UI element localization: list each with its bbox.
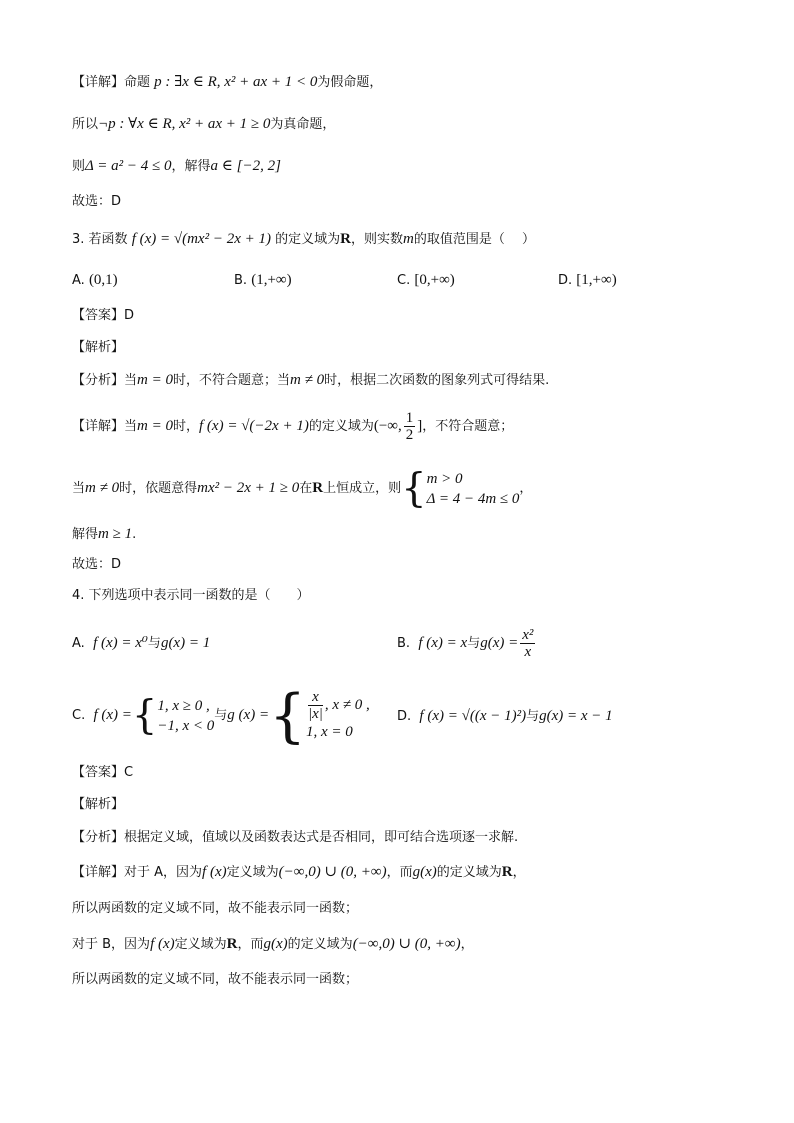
option-c bbox=[397, 270, 455, 291]
text: 时，依题意得 bbox=[119, 481, 198, 496]
option-c bbox=[72, 683, 370, 748]
answer-value: D bbox=[124, 308, 135, 323]
math-symbol: R bbox=[340, 231, 351, 247]
option-d bbox=[397, 706, 613, 727]
option-value: (1,+∞) bbox=[251, 272, 292, 288]
text: ， bbox=[519, 481, 533, 496]
interval-left: (−∞, bbox=[373, 418, 402, 434]
text: 定义域为 bbox=[174, 937, 227, 952]
math-symbol: R bbox=[312, 480, 324, 496]
math-expression: f (x) bbox=[202, 864, 227, 880]
detail-line: 所以两函数的定义域不同，故不能表示同一函数； bbox=[72, 901, 359, 916]
detail-line bbox=[72, 466, 532, 511]
detail-line bbox=[72, 934, 474, 955]
section-tag: 【分析】 bbox=[72, 830, 125, 845]
analysis-heading: 【解析】 bbox=[72, 797, 125, 812]
text: 则 bbox=[72, 159, 86, 174]
section-tag: 【答案】 bbox=[72, 308, 125, 323]
math-expression: m ≥ 1 bbox=[98, 526, 133, 542]
text: 在 bbox=[299, 481, 313, 496]
text: ，解得 bbox=[171, 159, 211, 174]
option-b bbox=[397, 624, 537, 663]
text: 与 bbox=[214, 708, 228, 723]
math-expression: Δ = a² − 4 ≤ 0 bbox=[85, 158, 172, 174]
math-symbol: R bbox=[501, 864, 513, 880]
denominator: 2 bbox=[405, 427, 414, 443]
math-symbol: R bbox=[226, 936, 238, 952]
text: ，则实数 bbox=[351, 232, 404, 247]
option-value: [0,+∞) bbox=[414, 272, 455, 288]
section-tag: 【详解】 bbox=[72, 419, 125, 434]
fraction bbox=[404, 410, 416, 443]
text: 与 bbox=[467, 636, 481, 651]
text: 命题 bbox=[124, 75, 151, 90]
text: 为真命题， bbox=[270, 117, 336, 132]
text: 时，不符合题意；当 bbox=[173, 373, 291, 388]
math-expression: g(x) bbox=[412, 864, 437, 880]
numerator: 1 bbox=[405, 410, 414, 426]
text: 的定义域为 bbox=[287, 937, 353, 952]
fraction bbox=[520, 627, 535, 660]
option-label: A. bbox=[72, 636, 85, 651]
option-a bbox=[72, 633, 210, 654]
section-tag: 【答案】 bbox=[72, 765, 125, 780]
math-expression: f (x) = x bbox=[418, 635, 468, 651]
text: 与 bbox=[147, 636, 161, 651]
math-expression: f (x) = bbox=[93, 707, 132, 723]
detail-line bbox=[72, 408, 513, 445]
section-tag: 【详解】 bbox=[72, 865, 125, 880]
option-label: A. bbox=[72, 273, 85, 288]
numerator: x² bbox=[522, 627, 534, 643]
piece-row: 1, x ≥ 0 , bbox=[157, 697, 210, 714]
text: 上恒成立，则 bbox=[323, 481, 402, 496]
interval-right: ] bbox=[417, 418, 423, 434]
piece-row: −1, x < 0 bbox=[157, 717, 215, 734]
option-label: D. bbox=[397, 709, 412, 724]
math-expression: f (x) = √(mx² − 2x + 1) bbox=[131, 231, 271, 247]
math-expression: m ≠ 0 bbox=[85, 480, 120, 496]
piece-row bbox=[306, 689, 370, 722]
math-expression: (−∞,0) ∪ (0, +∞) bbox=[352, 936, 461, 952]
numerator: x bbox=[308, 689, 323, 706]
left-brace: { bbox=[269, 681, 306, 750]
system-row: m > 0 bbox=[426, 470, 463, 487]
math-expression: m = 0 bbox=[137, 418, 173, 434]
math-expression: f (x) bbox=[150, 936, 175, 952]
math-expression: f (x) = x⁰ bbox=[93, 635, 148, 651]
option-value: [1,+∞) bbox=[576, 272, 617, 288]
math-expression: f (x) = √((x − 1)²) bbox=[419, 708, 527, 724]
detail-line bbox=[72, 524, 136, 545]
math-expression: a ∈ [−2, 2] bbox=[210, 158, 281, 174]
text: 的定义域为 bbox=[308, 419, 374, 434]
detail-line bbox=[72, 862, 526, 883]
option-value: (0,1) bbox=[88, 272, 118, 288]
option-a bbox=[72, 270, 118, 291]
option-d bbox=[558, 270, 617, 291]
option-label: B. bbox=[234, 273, 248, 288]
system-row: Δ = 4 − 4m ≤ 0 bbox=[426, 490, 520, 507]
text: 对于 A，因为 bbox=[124, 865, 203, 880]
fraction bbox=[308, 689, 323, 722]
text: 为假命题， bbox=[317, 75, 383, 90]
math-expression: p : ∃x ∈ R, x² + ax + 1 < 0 bbox=[154, 74, 318, 90]
text: ，不符合题意； bbox=[422, 419, 514, 434]
question-3 bbox=[72, 229, 535, 250]
left-brace: { bbox=[131, 692, 158, 739]
answer-line: 故选：D bbox=[72, 194, 122, 209]
analysis-line bbox=[72, 370, 549, 391]
math-expression: g(x) bbox=[263, 936, 288, 952]
text: ，而 bbox=[386, 865, 413, 880]
answer-value: C bbox=[124, 765, 134, 780]
analysis-heading: 【解析】 bbox=[72, 340, 125, 355]
question-4: 4. 下列选项中表示同一函数的是（ ） bbox=[72, 588, 310, 603]
text: 与 bbox=[526, 709, 540, 724]
math-expression: f (x) = √(−2x + 1) bbox=[199, 418, 309, 434]
text: ，而 bbox=[237, 937, 264, 952]
math-expression: g(x) = x − 1 bbox=[539, 708, 613, 724]
text: 的定义域为 bbox=[436, 865, 502, 880]
section-tag: 【详解】 bbox=[72, 75, 125, 90]
text: 解得 bbox=[72, 527, 99, 542]
answer-line: 故选：D bbox=[72, 557, 122, 572]
denominator: x bbox=[524, 644, 532, 660]
question-number: 3. 若函数 bbox=[72, 232, 128, 247]
math-expression: mx² − 2x + 1 ≥ 0 bbox=[197, 480, 300, 496]
math-expression: ¬p : ∀x ∈ R, x² + ax + 1 ≥ 0 bbox=[98, 116, 271, 132]
text: 当 bbox=[124, 419, 138, 434]
text: 时， bbox=[173, 419, 200, 434]
math-expression: g(x) = 1 bbox=[160, 635, 211, 651]
text: 定义域为 bbox=[226, 865, 279, 880]
text: 当 bbox=[72, 481, 86, 496]
option-label: B. bbox=[397, 636, 411, 651]
piece-row: 1, x = 0 bbox=[305, 724, 353, 740]
inequality-system bbox=[427, 469, 520, 509]
answer-line bbox=[72, 763, 133, 783]
option-b bbox=[234, 270, 292, 291]
solution-line bbox=[72, 114, 335, 135]
text: , x ≠ 0 , bbox=[324, 696, 370, 713]
text: 当 bbox=[124, 373, 138, 388]
math-expression: g (x) = bbox=[227, 707, 270, 723]
detail-line: 所以两函数的定义域不同，故不能表示同一函数； bbox=[72, 972, 359, 987]
text: ， bbox=[512, 865, 526, 880]
piecewise bbox=[157, 696, 214, 736]
text: ， bbox=[460, 937, 474, 952]
option-label: D. bbox=[558, 273, 573, 288]
answer-line bbox=[72, 306, 134, 326]
piecewise bbox=[306, 689, 370, 742]
text: 根据定义域，值域以及函数表达式是否相同，即可结合选项逐一求解. bbox=[124, 830, 519, 845]
text: 对于 B，因为 bbox=[72, 937, 151, 952]
math-symbol: m bbox=[403, 231, 414, 247]
math-expression: g(x) = bbox=[480, 635, 519, 651]
solution-line bbox=[72, 72, 382, 93]
math-expression: m = 0 bbox=[137, 372, 173, 388]
math-expression: m ≠ 0 bbox=[290, 372, 325, 388]
analysis-line bbox=[72, 828, 518, 848]
text: . bbox=[132, 527, 137, 542]
solution-line bbox=[72, 156, 281, 177]
section-tag: 【分析】 bbox=[72, 373, 125, 388]
text: 的定义域为 bbox=[275, 232, 341, 247]
math-expression: (−∞,0) ∪ (0, +∞) bbox=[278, 864, 387, 880]
text: 所以 bbox=[72, 117, 99, 132]
option-label: C. bbox=[397, 273, 411, 288]
left-brace: { bbox=[401, 465, 427, 512]
denominator: |x| bbox=[307, 706, 323, 722]
option-label: C. bbox=[72, 708, 86, 723]
text: 时，根据二次函数的图象列式可得结果. bbox=[324, 373, 550, 388]
text: 的取值范围是（ ） bbox=[413, 232, 535, 247]
